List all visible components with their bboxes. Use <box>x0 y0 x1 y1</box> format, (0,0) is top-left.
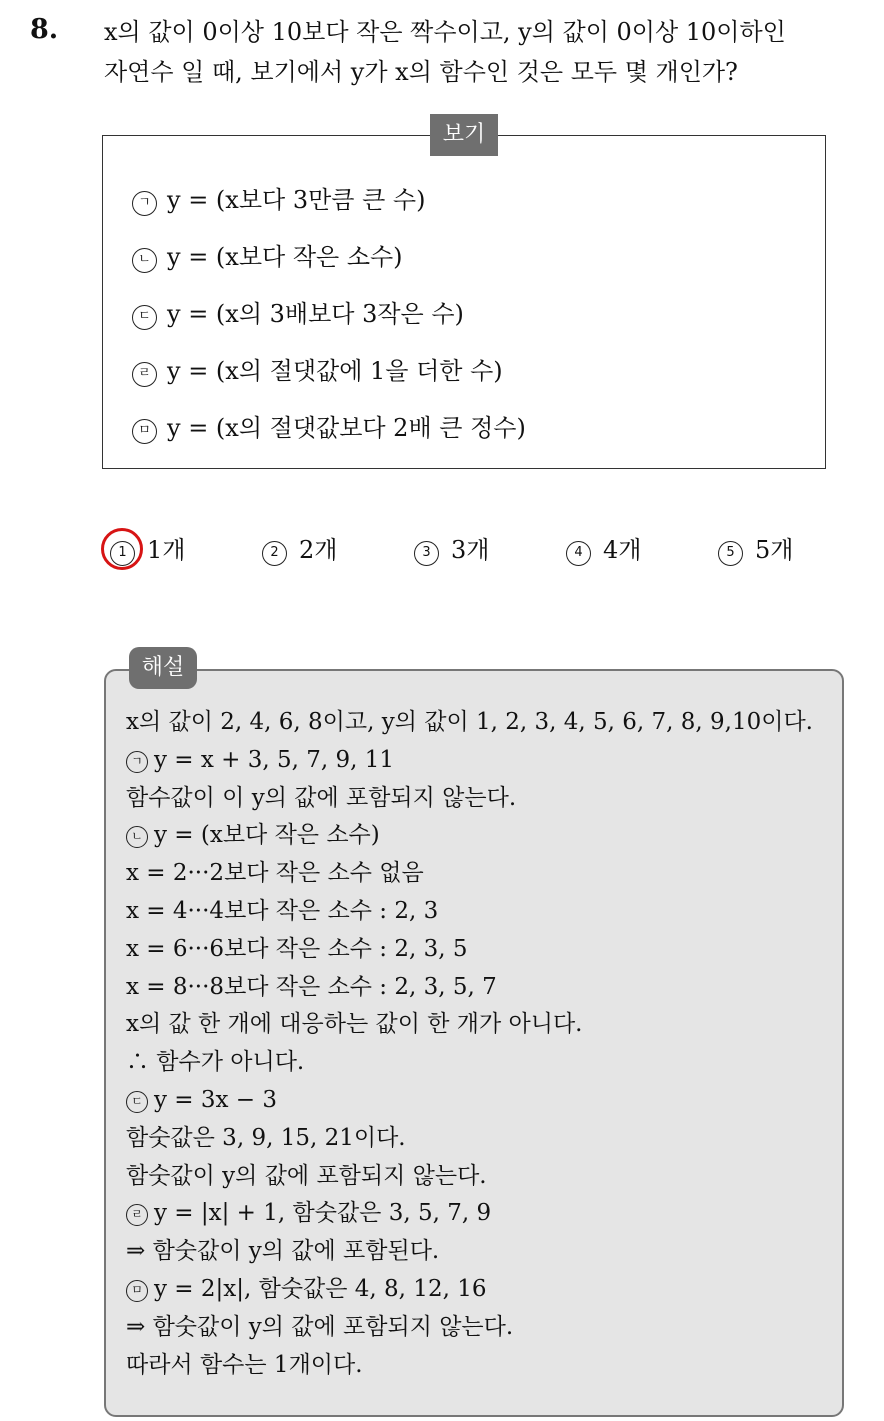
choice-label: 5개 <box>755 536 794 564</box>
bogi-title: 보기 <box>430 114 498 156</box>
choice-marker: 3 <box>414 541 439 566</box>
answer-circle-mark <box>101 528 143 570</box>
solution-line <box>126 1158 838 1196</box>
bogi-item-text: y = (x의 3배보다 3작은 수) <box>167 300 464 328</box>
solution-line <box>126 817 838 855</box>
choice-3[interactable] <box>414 528 489 572</box>
solution-line-text: ⇒ 함숫값이 y의 값에 포함된다. <box>126 1238 440 1265</box>
bogi-marker: ㄷ <box>132 305 157 330</box>
solution-line-text: x의 값 한 개에 대응하는 값이 한 개가 아니다. <box>126 1011 583 1038</box>
solution-line-text: x = 2···2보다 작은 소수 없음 <box>126 860 424 887</box>
choice-marker: 2 <box>262 541 287 566</box>
solution-line-text: ⇒ 함숫값이 y의 값에 포함되지 않는다. <box>126 1313 514 1340</box>
bogi-marker: ㄱ <box>132 191 157 216</box>
bogi-item-text: y = (x의 절댓값보다 2배 큰 정수) <box>167 414 526 442</box>
solution-marker: ㅁ <box>126 1280 148 1302</box>
bogi-item-4 <box>132 354 503 388</box>
solution-line-text: x = 8···8보다 작은 소수 : 2, 3, 5, 7 <box>126 973 497 1000</box>
bogi-item-2 <box>132 240 403 274</box>
solution-line <box>126 1233 838 1271</box>
bogi-item-5 <box>132 411 526 445</box>
solution-line-text: y = |x| + 1, 함숫값은 3, 5, 7, 9 <box>154 1200 492 1227</box>
solution-line <box>126 893 838 931</box>
choice-marker: 1 <box>110 541 135 566</box>
solution-line <box>126 742 838 780</box>
solution-line <box>126 780 838 818</box>
solution-line <box>126 1195 838 1233</box>
solution-line <box>126 855 838 893</box>
solution-marker: ㄱ <box>126 751 148 773</box>
solution-line <box>126 1006 838 1044</box>
solution-line <box>126 704 838 742</box>
bogi-item-text: y = (x보다 작은 소수) <box>167 243 403 271</box>
solution-line-text: ∴ 함수가 아니다. <box>126 1049 305 1076</box>
solution-line-text: x = 4···4보다 작은 소수 : 2, 3 <box>126 897 439 924</box>
solution-title: 해설 <box>129 647 197 689</box>
choice-label: 1개 <box>147 536 186 564</box>
solution-line-text: y = x + 3, 5, 7, 9, 11 <box>154 746 395 773</box>
choice-2[interactable] <box>262 528 337 572</box>
solution-line-text: 함숫값은 3, 9, 15, 21이다. <box>126 1124 406 1151</box>
solution-line-text: x = 6···6보다 작은 소수 : 2, 3, 5 <box>126 935 468 962</box>
choice-4[interactable] <box>566 528 641 572</box>
choice-label: 4개 <box>603 536 642 564</box>
choice-5[interactable] <box>718 528 793 572</box>
bogi-item-1 <box>132 183 425 217</box>
question-line-2: 자연수 일 때, 보기에서 y가 x의 함수인 것은 모두 몇 개인가? <box>104 58 738 86</box>
solution-marker: ㄴ <box>126 826 148 848</box>
solution-lines <box>126 704 838 1384</box>
solution-line <box>126 1347 838 1385</box>
bogi-item-text: y = (x보다 3만큼 큰 수) <box>167 186 426 214</box>
bogi-marker: ㄴ <box>132 248 157 273</box>
bogi-item-3 <box>132 297 464 331</box>
bogi-marker: ㅁ <box>132 419 157 444</box>
solution-line-text: 함수값이 이 y의 값에 포함되지 않는다. <box>126 784 517 811</box>
solution-line <box>126 1120 838 1158</box>
bogi-marker: ㄹ <box>132 362 157 387</box>
question-number: 8. <box>30 14 59 45</box>
choice-label: 3개 <box>451 536 490 564</box>
bogi-item-text: y = (x의 절댓값에 1을 더한 수) <box>167 357 503 385</box>
solution-line <box>126 969 838 1007</box>
solution-marker: ㄷ <box>126 1091 148 1113</box>
question-line-1: x의 값이 0이상 10보다 작은 짝수이고, y의 값이 0이상 10이하인 <box>104 18 786 46</box>
solution-line-text: 따라서 함수는 1개이다. <box>126 1351 363 1378</box>
solution-line-text: y = 3x − 3 <box>154 1086 278 1113</box>
solution-line <box>126 1309 838 1347</box>
solution-line-text: y = (x보다 작은 소수) <box>154 822 380 849</box>
choice-label: 2개 <box>299 536 338 564</box>
solution-line-text: y = 2|x|, 함숫값은 4, 8, 12, 16 <box>154 1275 487 1302</box>
question-text <box>104 12 874 92</box>
solution-marker: ㄹ <box>126 1204 148 1226</box>
solution-line-text: x의 값이 2, 4, 6, 8이고, y의 값이 1, 2, 3, 4, 5, 6, 7, 8, 9,10이다. <box>126 709 813 735</box>
choice-marker: 4 <box>566 541 591 566</box>
solution-line <box>126 1271 838 1309</box>
solution-line <box>126 1044 838 1082</box>
solution-line <box>126 931 838 969</box>
solution-line <box>126 1082 838 1120</box>
solution-line-text: 함숫값이 y의 값에 포함되지 않는다. <box>126 1162 487 1189</box>
choice-marker: 5 <box>718 541 743 566</box>
